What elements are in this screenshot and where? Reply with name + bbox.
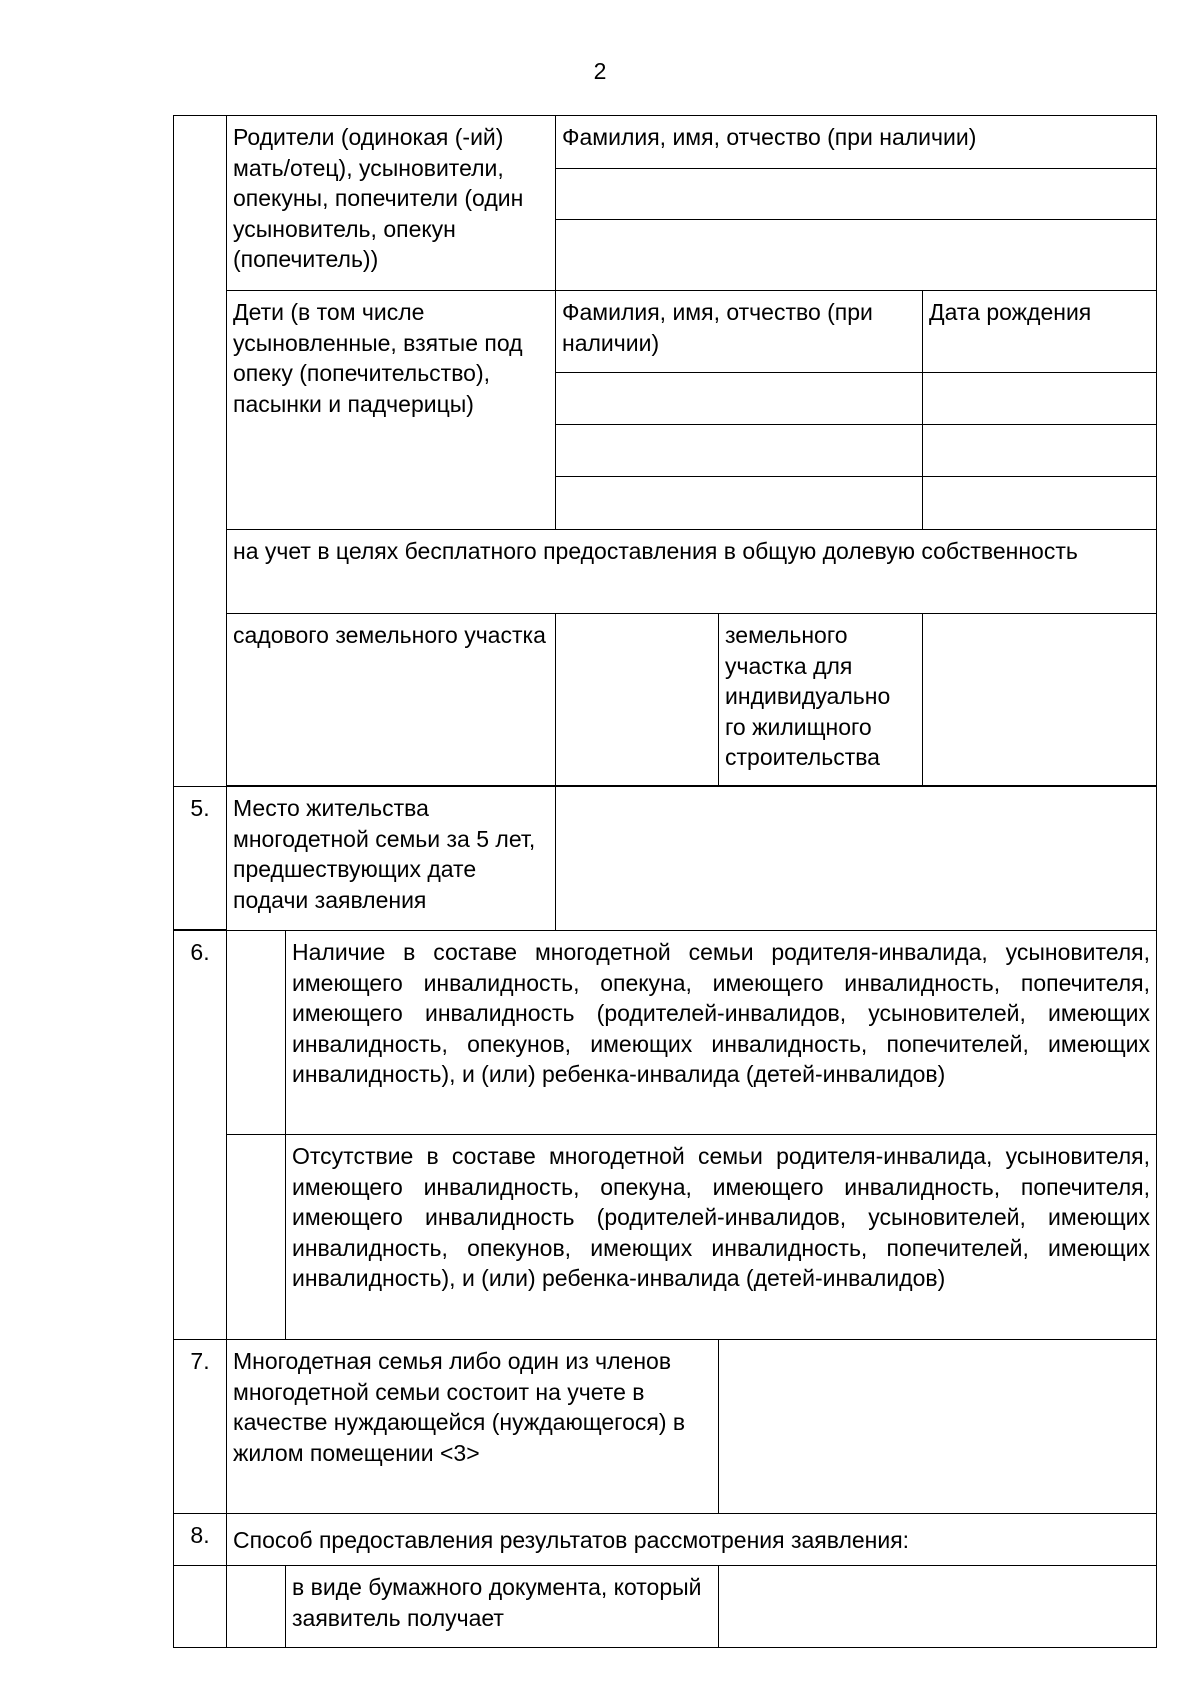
- row8-number: 8.: [174, 1514, 227, 1566]
- parents-label: Родители (одинокая (-ий) мать/отец), усыновители, опекуны, попечители (один усыновитель, опекун (попечитель)): [227, 116, 556, 291]
- child-name-field[interactable]: [556, 477, 923, 530]
- row-8-paper-option: [174, 1566, 1157, 1648]
- row6-absence-text: Отсутствие в составе многодетной семьи родителя-инвалида, усыновителя, имеющего инвалидность, опекуна, имеющего инвалидность, попечителя, имеющего инвалидность (родителей-инвалидов, усыновителей, имеющих инвалидность, опекунов, имеющих инвалидность, попечителей, имеющих инвалидность), и (или) ребенка-инвалида (детей-инвалидов): [286, 1135, 1157, 1340]
- row5-label: Место жительства многодетной семьи за 5 лет, предшествующих дате подачи заявления: [227, 787, 556, 931]
- child-birthdate-field[interactable]: [923, 425, 1157, 477]
- children-label: Дети (в том числе усыновленные, взятые под опеку (попечительство), пасынки и падчерицы): [227, 291, 556, 530]
- row6-absence-checkbox[interactable]: [227, 1135, 286, 1340]
- child-name-field[interactable]: [556, 425, 923, 477]
- row6-number: 6.: [174, 931, 227, 1340]
- child-birthdate-field[interactable]: [923, 477, 1157, 530]
- parents-name-field[interactable]: [556, 169, 1157, 220]
- application-form-table-lower: [173, 786, 1157, 1648]
- housing-plot-label: земельного участка для индивидуально го жилищного строительства: [719, 614, 923, 786]
- row8-paper-label: в виде бумажного документа, который заявитель получает: [286, 1566, 719, 1648]
- purpose-text: на учет в целях бесплатного предоставления в общую долевую собственность: [227, 530, 1157, 614]
- row7-answer-field[interactable]: [719, 1340, 1157, 1514]
- row-5: [174, 787, 1157, 931]
- row5-residence-field[interactable]: [556, 787, 1157, 931]
- row-8: [174, 1514, 1157, 1566]
- parents-name-header: Фамилия, имя, отчество (при наличии): [556, 116, 1157, 169]
- parents-name-field[interactable]: [556, 220, 1157, 291]
- page-number: 2: [593, 58, 607, 84]
- child-name-field[interactable]: [556, 373, 923, 425]
- child-birthdate-field[interactable]: [923, 373, 1157, 425]
- row-6-presence: [174, 931, 1157, 1135]
- garden-plot-checkbox[interactable]: [556, 614, 719, 786]
- children-row: [174, 291, 1157, 373]
- row8-sub-number: [174, 1566, 227, 1648]
- row7-number: 7.: [174, 1340, 227, 1514]
- row8-paper-checkbox[interactable]: [227, 1566, 286, 1648]
- row8-paper-field[interactable]: [719, 1566, 1157, 1648]
- children-birth-header: Дата рождения: [923, 291, 1157, 373]
- garden-plot-label: садового земельного участка: [227, 614, 556, 786]
- row8-label: Способ предоставления результатов рассмотрения заявления:: [227, 1514, 1157, 1566]
- row6-presence-text: Наличие в составе многодетной семьи родителя-инвалида, усыновителя, имеющего инвалидность, опекуна, имеющего инвалидность, попечителя, имеющего инвалидность (родителей-инвалидов, усыновителей, имеющих инвалидность, опекунов, имеющих инвалидность, попечителей, имеющих инвалидность), и (или) ребенка-инвалида (детей-инвалидов): [286, 931, 1157, 1135]
- row-6-absence: [174, 1135, 1157, 1340]
- parents-row: [174, 116, 1157, 169]
- row5-number: 5.: [174, 787, 227, 931]
- row-7: [174, 1340, 1157, 1514]
- housing-plot-checkbox[interactable]: [923, 614, 1157, 786]
- children-name-header: Фамилия, имя, отчество (при наличии): [556, 291, 923, 373]
- row7-label: Многодетная семья либо один из членов многодетной семьи состоит на учете в качестве нуждающейся (нуждающегося) в жилом помещении <3>: [227, 1340, 719, 1514]
- row6-presence-checkbox[interactable]: [227, 931, 286, 1135]
